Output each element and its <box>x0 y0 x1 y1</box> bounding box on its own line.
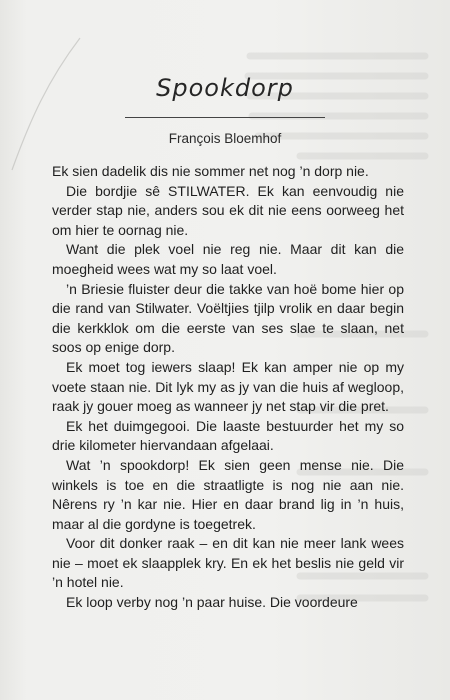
paragraph: ’n Briesie fluister deur die takke van hoë bome hier op die rand van Stilwater. Voëltjies tjilp vrolik en daar begin die kerkklok om die eerste van ses slae te slaan, net soos op enige dorp. <box>52 280 404 356</box>
paragraph: Want die plek voel nie reg nie. Maar dit kan die moegheid wees wat my so laat voel. <box>52 241 404 277</box>
paragraph: Ek het duimgegooi. Die laaste bestuurder het my so drie kilometer hiervandaan afgelaai. <box>52 417 404 454</box>
paragraph: Wat ’n spookdorp! Ek sien geen mense nie. Die winkels is toe en die straatligte is nog nie aan nie. Nêrens ry ’n kar nie. Hier en daar brand lig in ’n huis, maar al die gordyne is toegetrek. <box>52 456 404 532</box>
title-divider <box>125 117 325 118</box>
paragraph: Ek sien dadelik dis nie sommer net nog ’n dorp nie. <box>52 163 369 179</box>
author-name: François Bloemhof <box>168 131 282 146</box>
paragraph: Ek loop verby nog ’n paar huise. Die voordeure <box>66 594 358 611</box>
paragraph: Voor dit donker raak – en dit kan nie meer lank wees nie – moet ek slaapplek kry. En ek het beslis nie geld vir ’n hotel nie. <box>52 535 404 591</box>
story-body <box>52 162 404 613</box>
paragraph: Die bordjie sê STILWATER. Ek kan eenvoudig nie verder stap nie, anders sou ek dit nie eens oorweeg het om hier te oornag nie. <box>52 182 404 238</box>
paragraph: Ek moet tog iewers slaap! Ek kan amper nie op my voete staan nie. Dit lyk my as jy van die huis af wegloop, raak jy gouer moeg as wanneer jy net stap vir die pret. <box>52 358 404 415</box>
story-title: Spookdorp <box>156 74 294 102</box>
